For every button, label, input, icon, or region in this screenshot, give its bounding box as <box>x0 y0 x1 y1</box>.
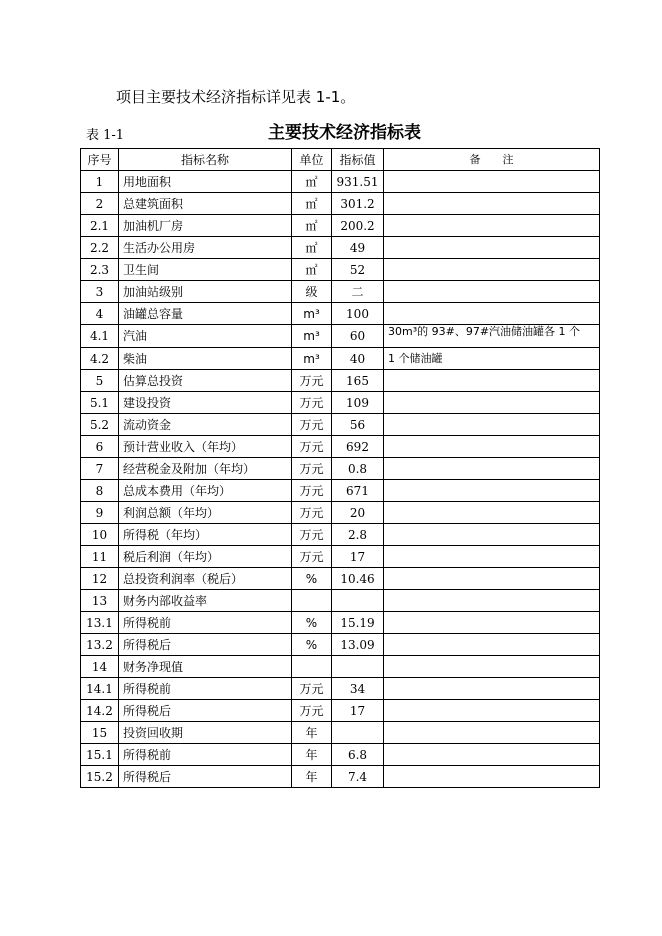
note-cell <box>384 193 600 215</box>
unit-cell: ㎡ <box>292 193 332 215</box>
table-row <box>81 502 600 524</box>
note-cell <box>384 281 600 303</box>
table-row <box>81 281 600 303</box>
note-cell <box>384 171 600 193</box>
unit-cell: m³ <box>292 348 332 370</box>
value-cell: 13.09 <box>332 634 384 656</box>
indicator-name: 生活办公用房 <box>119 237 292 259</box>
value-cell <box>332 722 384 744</box>
table-row <box>81 700 600 722</box>
row-number: 12 <box>81 568 119 590</box>
indicator-name: 所得税前 <box>119 678 292 700</box>
table-row <box>81 766 600 788</box>
note-cell: 1 个储油罐 <box>384 348 600 370</box>
unit-cell: ㎡ <box>292 259 332 281</box>
unit-cell: % <box>292 612 332 634</box>
table-row <box>81 722 600 744</box>
unit-cell: 万元 <box>292 480 332 502</box>
indicator-name: 利润总额（年均） <box>119 502 292 524</box>
note-cell <box>384 502 600 524</box>
value-cell: 109 <box>332 392 384 414</box>
indicator-name: 财务净现值 <box>119 656 292 678</box>
unit-cell: 万元 <box>292 678 332 700</box>
table-row <box>81 678 600 700</box>
indicator-name: 流动资金 <box>119 414 292 436</box>
row-number: 4 <box>81 303 119 325</box>
indicator-name: 所得税后 <box>119 634 292 656</box>
table-row <box>81 546 600 568</box>
note-cell <box>384 656 600 678</box>
value-cell: 15.19 <box>332 612 384 634</box>
value-cell: 40 <box>332 348 384 370</box>
table-row <box>81 325 600 348</box>
unit-cell <box>292 656 332 678</box>
table-row <box>81 171 600 193</box>
indicator-name: 所得税后 <box>119 700 292 722</box>
table-row <box>81 370 600 392</box>
indicator-name: 税后利润（年均） <box>119 546 292 568</box>
header-value: 指标值 <box>332 149 384 171</box>
value-cell: 20 <box>332 502 384 524</box>
note-cell <box>384 480 600 502</box>
header-unit: 单位 <box>292 149 332 171</box>
indicator-name: 柴油 <box>119 348 292 370</box>
note-cell <box>384 678 600 700</box>
table-row <box>81 348 600 370</box>
unit-cell: 万元 <box>292 414 332 436</box>
table-row <box>81 237 600 259</box>
table-row <box>81 436 600 458</box>
unit-cell: 万元 <box>292 392 332 414</box>
table-row <box>81 392 600 414</box>
note-cell <box>384 237 600 259</box>
unit-cell: 万元 <box>292 458 332 480</box>
indicator-name: 投资回收期 <box>119 722 292 744</box>
table-row <box>81 656 600 678</box>
row-number: 13.2 <box>81 634 119 656</box>
unit-cell: 万元 <box>292 524 332 546</box>
unit-cell: 万元 <box>292 436 332 458</box>
indicator-name: 汽油 <box>119 325 292 348</box>
note-cell <box>384 414 600 436</box>
row-number: 4.2 <box>81 348 119 370</box>
unit-cell: 万元 <box>292 546 332 568</box>
value-cell: 0.8 <box>332 458 384 480</box>
value-cell: 60 <box>332 325 384 348</box>
indicator-table <box>80 148 600 788</box>
row-number: 10 <box>81 524 119 546</box>
value-cell: 692 <box>332 436 384 458</box>
unit-cell: ㎡ <box>292 237 332 259</box>
row-number: 8 <box>81 480 119 502</box>
value-cell: 165 <box>332 370 384 392</box>
table-row <box>81 612 600 634</box>
table-row <box>81 524 600 546</box>
table-number: 表 1-1 <box>86 128 125 143</box>
note-cell <box>384 259 600 281</box>
indicator-name: 加油机厂房 <box>119 215 292 237</box>
indicator-name: 所得税（年均） <box>119 524 292 546</box>
unit-cell <box>292 590 332 612</box>
note-cell <box>384 612 600 634</box>
row-number: 13.1 <box>81 612 119 634</box>
unit-cell: 级 <box>292 281 332 303</box>
table-row <box>81 744 600 766</box>
value-cell: 二 <box>332 281 384 303</box>
value-cell: 301.2 <box>332 193 384 215</box>
unit-cell: 年 <box>292 744 332 766</box>
row-number: 11 <box>81 546 119 568</box>
unit-cell: 年 <box>292 766 332 788</box>
indicator-name: 加油站级别 <box>119 281 292 303</box>
value-cell: 7.4 <box>332 766 384 788</box>
value-cell: 200.2 <box>332 215 384 237</box>
value-cell: 2.8 <box>332 524 384 546</box>
value-cell: 34 <box>332 678 384 700</box>
note-cell <box>384 700 600 722</box>
note-cell <box>384 458 600 480</box>
row-number: 15 <box>81 722 119 744</box>
value-cell <box>332 590 384 612</box>
value-cell: 52 <box>332 259 384 281</box>
intro-paragraph: 项目主要技术经济指标详见表 1-1。 <box>116 88 356 106</box>
row-number: 2 <box>81 193 119 215</box>
note-cell <box>384 568 600 590</box>
unit-cell: 万元 <box>292 370 332 392</box>
unit-cell: 万元 <box>292 700 332 722</box>
row-number: 14.2 <box>81 700 119 722</box>
table-row <box>81 215 600 237</box>
row-number: 14 <box>81 656 119 678</box>
table-row <box>81 259 600 281</box>
value-cell <box>332 656 384 678</box>
value-cell: 56 <box>332 414 384 436</box>
note-cell: 30m³的 93#、97#汽油储油罐各 1 个 <box>384 325 600 348</box>
table-row <box>81 193 600 215</box>
row-number: 4.1 <box>81 325 119 348</box>
indicator-name: 所得税前 <box>119 612 292 634</box>
indicator-name: 总投资利润率（税后） <box>119 568 292 590</box>
unit-cell: ㎡ <box>292 171 332 193</box>
row-number: 15.1 <box>81 744 119 766</box>
unit-cell: m³ <box>292 303 332 325</box>
note-cell <box>384 392 600 414</box>
table-row <box>81 568 600 590</box>
value-cell: 17 <box>332 700 384 722</box>
indicator-name: 所得税后 <box>119 766 292 788</box>
table-body <box>81 171 600 788</box>
indicator-name: 估算总投资 <box>119 370 292 392</box>
indicator-name: 建设投资 <box>119 392 292 414</box>
note-cell <box>384 215 600 237</box>
note-cell <box>384 590 600 612</box>
value-cell: 10.46 <box>332 568 384 590</box>
value-cell: 49 <box>332 237 384 259</box>
indicator-name: 油罐总容量 <box>119 303 292 325</box>
indicator-name: 卫生间 <box>119 259 292 281</box>
unit-cell: ㎡ <box>292 215 332 237</box>
value-cell: 671 <box>332 480 384 502</box>
row-number: 13 <box>81 590 119 612</box>
row-number: 14.1 <box>81 678 119 700</box>
header-no: 序号 <box>81 149 119 171</box>
row-number: 6 <box>81 436 119 458</box>
unit-cell: 年 <box>292 722 332 744</box>
row-number: 1 <box>81 171 119 193</box>
row-number: 5.1 <box>81 392 119 414</box>
row-number: 2.1 <box>81 215 119 237</box>
indicator-name: 总建筑面积 <box>119 193 292 215</box>
row-number: 9 <box>81 502 119 524</box>
table-row <box>81 303 600 325</box>
row-number: 2.3 <box>81 259 119 281</box>
row-number: 5.2 <box>81 414 119 436</box>
value-cell: 6.8 <box>332 744 384 766</box>
table-row <box>81 480 600 502</box>
indicator-name: 经营税金及附加（年均） <box>119 458 292 480</box>
note-cell <box>384 744 600 766</box>
indicator-name: 总成本费用（年均） <box>119 480 292 502</box>
row-number: 3 <box>81 281 119 303</box>
row-number: 7 <box>81 458 119 480</box>
table-row <box>81 458 600 480</box>
note-cell <box>384 436 600 458</box>
unit-cell: m³ <box>292 325 332 348</box>
indicator-name: 财务内部收益率 <box>119 590 292 612</box>
unit-cell: % <box>292 568 332 590</box>
table-row <box>81 414 600 436</box>
table-row <box>81 590 600 612</box>
value-cell: 100 <box>332 303 384 325</box>
note-cell <box>384 722 600 744</box>
row-number: 5 <box>81 370 119 392</box>
note-cell <box>384 524 600 546</box>
header-name: 指标名称 <box>119 149 292 171</box>
unit-cell: 万元 <box>292 502 332 524</box>
row-number: 2.2 <box>81 237 119 259</box>
table-row <box>81 634 600 656</box>
header-note: 备 注 <box>384 149 600 171</box>
note-cell <box>384 766 600 788</box>
table-header-row <box>81 149 600 171</box>
value-cell: 931.51 <box>332 171 384 193</box>
value-cell: 17 <box>332 546 384 568</box>
table-title: 主要技术经济指标表 <box>268 123 421 143</box>
row-number: 15.2 <box>81 766 119 788</box>
indicator-name: 所得税前 <box>119 744 292 766</box>
indicator-name: 预计营业收入（年均） <box>119 436 292 458</box>
indicator-name: 用地面积 <box>119 171 292 193</box>
note-cell <box>384 546 600 568</box>
note-cell <box>384 634 600 656</box>
note-cell <box>384 370 600 392</box>
note-cell <box>384 303 600 325</box>
unit-cell: % <box>292 634 332 656</box>
